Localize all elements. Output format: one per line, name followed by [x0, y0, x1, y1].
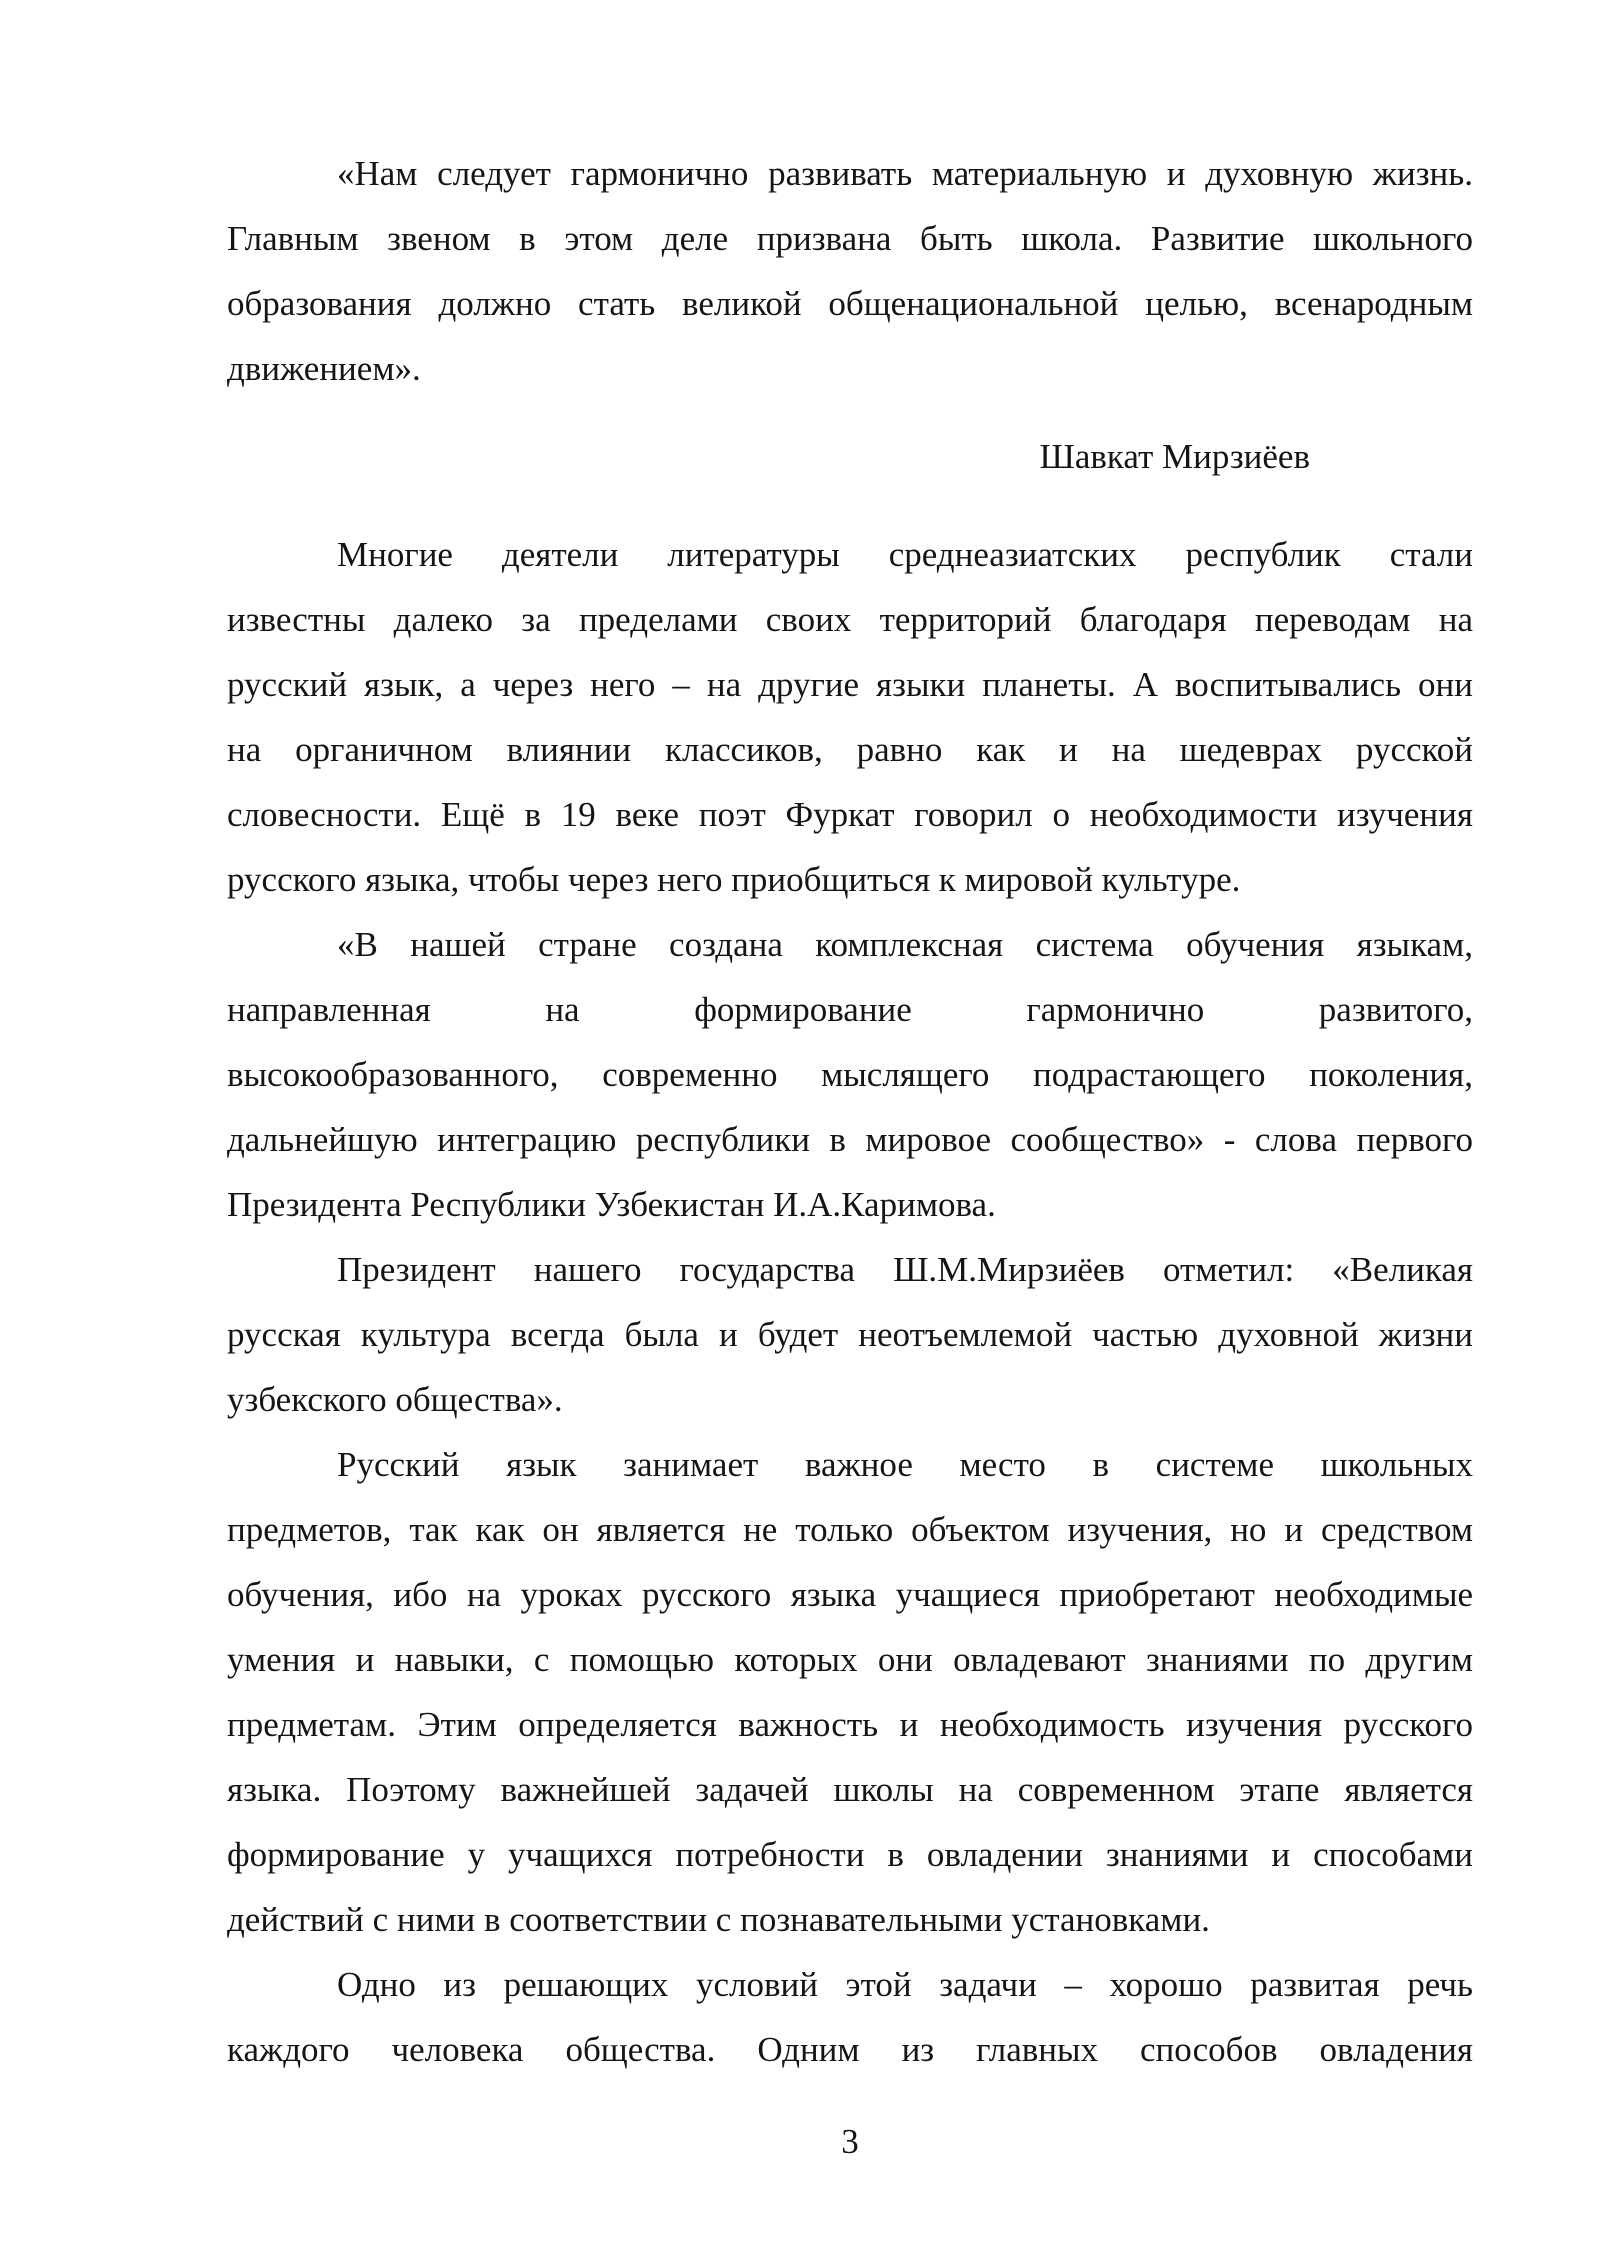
paragraph	[227, 1952, 1473, 2082]
text-line: «Нам следует гармонично развивать материальную и духовную жизнь.	[337, 154, 1473, 193]
paragraph	[227, 912, 1473, 1237]
text-line: предметам. Этим определяется важность и необходимость изучения русского	[227, 1705, 1473, 1744]
text-line: умения и навыки, с помощью которых они овладевают знаниями по другим	[227, 1640, 1473, 1679]
attribution-line: Шавкат Мирзиёев	[1039, 437, 1310, 476]
text-line: узбекского общества».	[227, 1380, 563, 1419]
text-line: каждого человека общества. Одним из главных способов овладения	[227, 2030, 1473, 2069]
text-line: образования должно стать великой общенациональной целью, всенародным	[227, 284, 1473, 323]
text-line: известны далеко за пределами своих территорий благодаря переводам на	[227, 600, 1473, 639]
text-line: на органичном влиянии классиков, равно как и на шедеврах русской	[227, 730, 1473, 769]
text-line: высокообразованного, современно мыслящего подрастающего поколения,	[227, 1055, 1473, 1094]
text-line: формирование у учащихся потребности в овладении знаниями и способами	[227, 1835, 1473, 1874]
text-line: русский язык, а через него – на другие языки планеты. А воспитывались они	[227, 665, 1473, 704]
text-line: Главным звеном в этом деле призвана быть школа. Развитие школьного	[227, 219, 1473, 258]
text-line: действий с ними в соответствии с познавательными установками.	[227, 1900, 1210, 1939]
text-line: Одно из решающих условий этой задачи – хорошо развитая речь	[337, 1965, 1473, 2004]
text-line: русского языка, чтобы через него приобщиться к мировой культуре.	[227, 860, 1241, 899]
text-line: предметов, так как он является не только объектом изучения, но и средством	[227, 1510, 1473, 1549]
paragraph	[227, 141, 1473, 401]
document-body	[227, 141, 1473, 2082]
text-line: направленная на формирование гармонично развитого,	[227, 990, 1473, 1029]
text-line: Русский язык занимает важное место в системе школьных	[337, 1445, 1473, 1484]
text-line: движением».	[227, 349, 421, 388]
paragraph	[227, 1237, 1473, 1432]
text-line: обучения, ибо на уроках русского языка учащиеся приобретают необходимые	[227, 1575, 1473, 1614]
text-line: Президент нашего государства Ш.М.Мирзиёев отметил: «Великая	[337, 1250, 1473, 1289]
text-line: Президента Республики Узбекистан И.А.Каримова.	[227, 1185, 996, 1224]
text-line: русская культура всегда была и будет неотъемлемой частью духовной жизни	[227, 1315, 1473, 1354]
text-line: «В нашей стране создана комплексная система обучения языкам,	[337, 925, 1473, 964]
paragraph	[227, 1432, 1473, 1952]
page-footer	[227, 2109, 1473, 2174]
text-line: языка. Поэтому важнейшей задачей школы на современном этапе является	[227, 1770, 1473, 1809]
text-line: Многие деятели литературы среднеазиатских республик стали	[337, 535, 1473, 574]
text-line: дальнейшую интеграцию республики в мировое сообщество» - слова первого	[227, 1120, 1473, 1159]
text-line: словесности. Ещё в 19 веке поэт Фуркат говорил о необходимости изучения	[227, 795, 1473, 834]
page-number: 3	[841, 2122, 859, 2161]
paragraph	[227, 522, 1473, 912]
